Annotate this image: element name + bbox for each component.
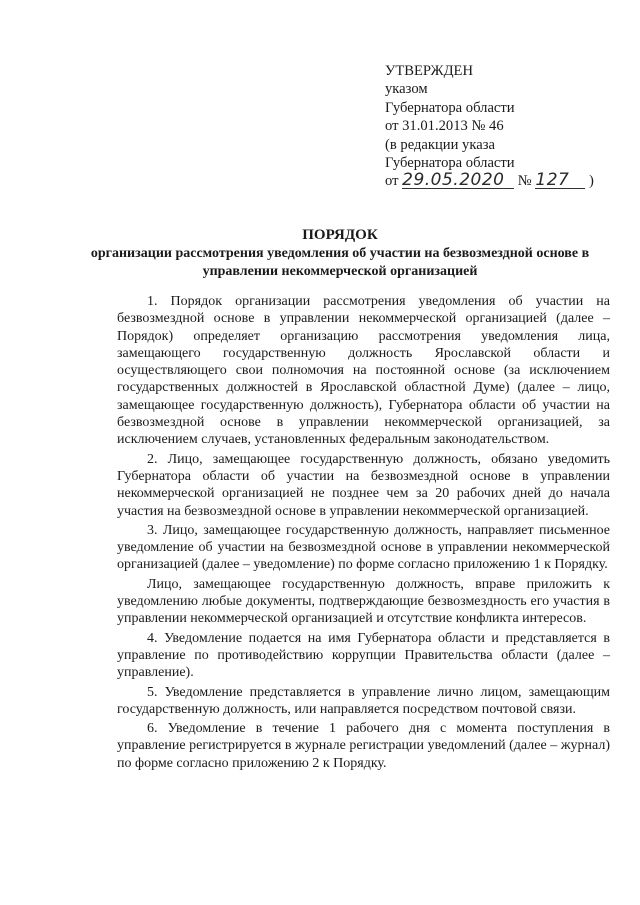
governor-label: Губернатора области [385, 99, 515, 116]
document-heading [80, 225, 600, 280]
handwritten-number: 127 [535, 172, 585, 189]
paragraph-3-continued: Лицо, замещающее государственную должность, вправе приложить к уведомлению любые документы, подтверждающие безвозмездность его участия в управлении некоммерческой организацией и отсутствие конфликта интересов. [117, 576, 610, 627]
edition-label: (в редакции указа [385, 136, 495, 153]
closing-paren: ) [589, 173, 594, 190]
paragraph-4: 4. Уведомление подается на имя Губернатора области и представляется в управление по противодействию коррупции Правительства области (далее – управление). [117, 630, 610, 681]
decree-date-number: от 31.01.2013 № 46 [385, 118, 504, 135]
number-sign: № [517, 173, 532, 190]
paragraph-6: 6. Уведомление в течение 1 рабочего дня с момента поступления в управление регистрируется в журнале регистрации уведомлений (далее – журнал) по форме согласно приложению 2 к Порядку. [117, 721, 610, 771]
from-prefix: от [385, 173, 399, 190]
paragraph-2: 2. Лицо, замещающее государственную должность, обязано уведомить Губернатора области об участии на безвозмездной основе в управлении некоммерческой организацией не позднее чем за 20 рабочих дней до начала участия на безвозмездной основе в управлении некоммерческой организацией. [117, 451, 610, 519]
governor-label-2: Губернатора области [385, 155, 515, 172]
document-title: ПОРЯДОК [302, 227, 378, 243]
approval-stamp-block [385, 62, 625, 191]
paragraph-5: 5. Уведомление представляется в управление лично лицом, замещающим государственную должность, или направляется посредством почтовой связи. [117, 684, 610, 717]
document-subtitle: организации рассмотрения уведомления об участии на безвозмездной основе в управлении некоммерческой организацией [90, 246, 590, 279]
paragraph-3: 3. Лицо, замещающее государственную должность, направляет письменное уведомление об участии на безвозмездной основе в управлении некоммерческой организацией (далее – уведомление) по форме согласно приложению 1 к Порядку. [117, 522, 610, 573]
handwritten-date: 29.05.2020 [402, 172, 514, 189]
document-body [117, 293, 610, 774]
amendment-date-line [385, 172, 625, 190]
approved-label: УТВЕРЖДЕН [385, 63, 473, 79]
paragraph-1: 1. Порядок организации рассмотрения уведомления об участии на безвозмездной основе в управлении некоммерческой организацией (далее – Порядок) определяет организацию рассмотрения уведомления лица, замещающего государственную должность Ярославской области и осуществляющего свои полномочия на постоянной основе (за исключением государственных должностей в Ярославской областной Думе) (далее – лицо, замещающее государственную должность), Губернатора области об участии на безвозмездной основе в управлении некоммерческой организацией, за исключением случаев, установленных федеральным законодательством. [117, 294, 610, 448]
by-decree-label: указом [385, 81, 428, 98]
